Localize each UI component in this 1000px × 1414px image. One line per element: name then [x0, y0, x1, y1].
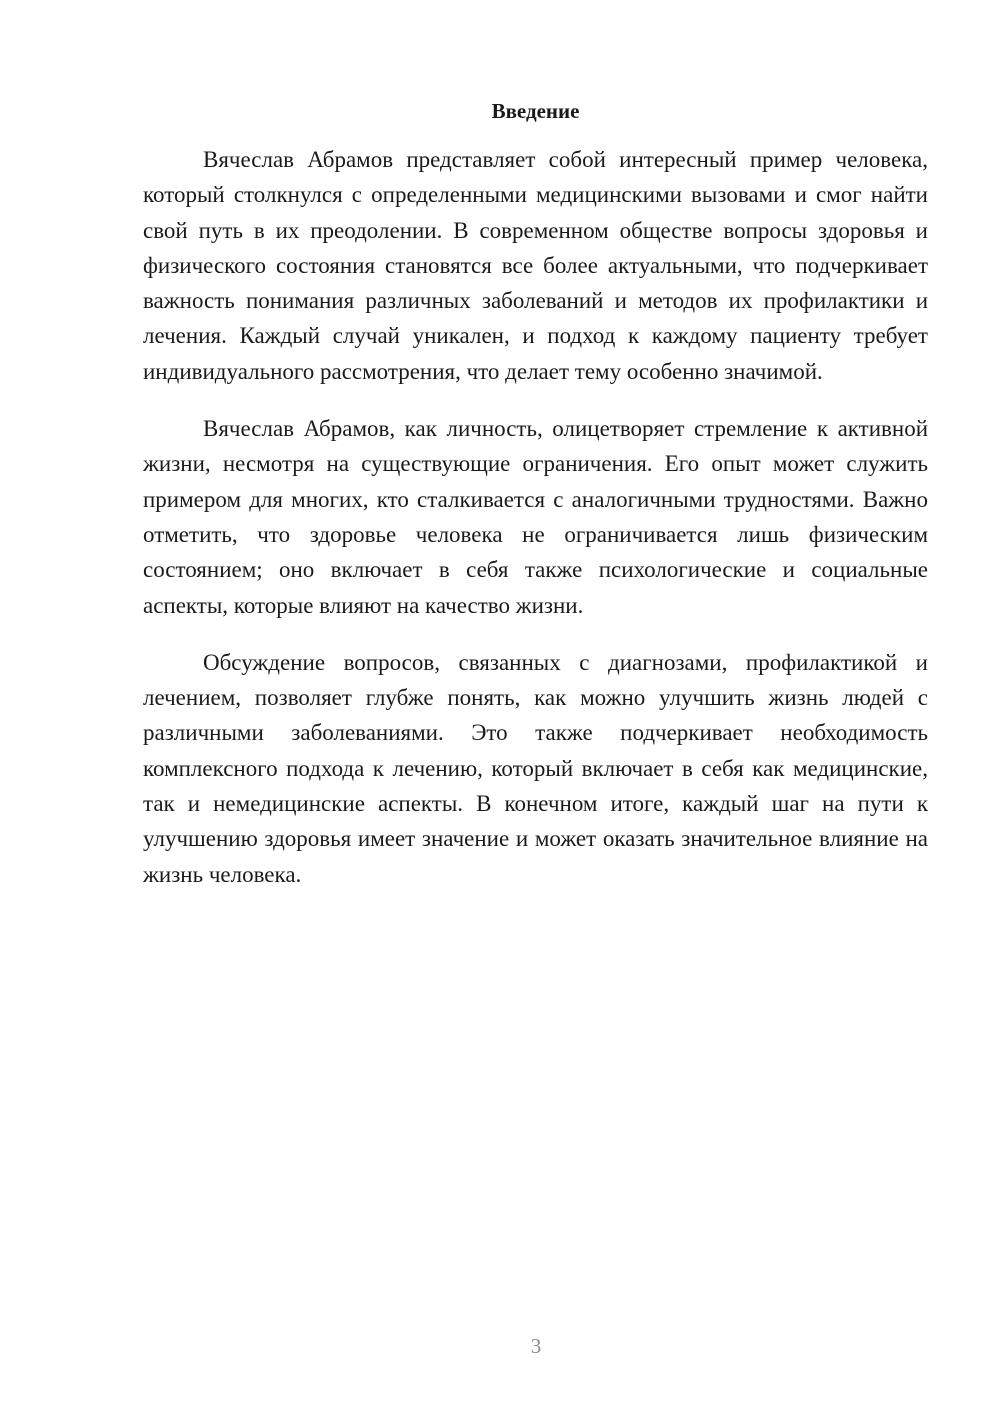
body-text — [143, 142, 928, 914]
paragraph-3: Обсуждение вопросов, связанных с диагнозами, профилактикой и лечением, позволяет глубже понять, как можно улучшить жизнь людей с различными заболеваниями. Это также подчеркивает необходимость комплексного подхода к лечению, который включает в себя как медицинские, так и немедицинские аспекты. В конечном итоге, каждый шаг на пути к улучшению здоровья имеет значение и может оказать значительное влияние на жизнь человека. — [143, 649, 928, 887]
section-heading: Введение — [491, 99, 580, 123]
page-number: 3 — [530, 1334, 542, 1358]
paragraph-1: Вячеслав Абрамов представляет собой интересный пример человека, который столкнулся с определенными медицинскими вызовами и смог найти свой путь в их преодолении. В современном обществе вопросы здоровья и физического состояния становятся все более актуальными, что подчеркивает важность понимания различных заболеваний и методов их профилактики и лечения. Каждый случай уникален, и подход к каждому пациенту требует индивидуального рассмотрения, что делает тему особенно значимой. — [143, 147, 928, 384]
paragraph-2: Вячеслав Абрамов, как личность, олицетворяет стремление к активной жизни, несмотря на существующие ограничения. Его опыт может служить примером для многих, кто сталкивается с аналогичными трудностями. Важно отметить, что здоровье человека не ограничивается лишь физическим состоянием; оно включает в себя также психологические и социальные аспекты, которые влияют на качество жизни. — [143, 416, 928, 618]
